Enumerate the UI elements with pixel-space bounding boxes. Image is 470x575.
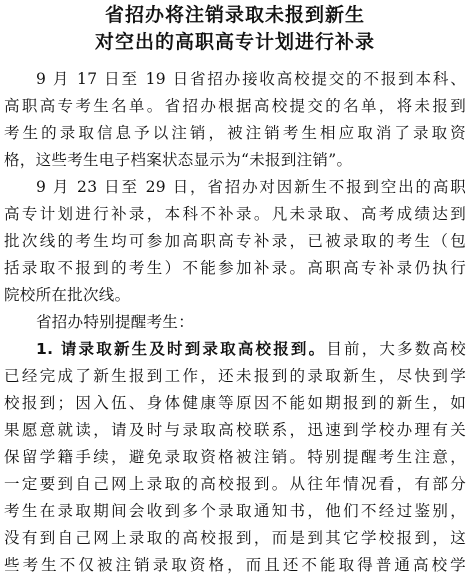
paragraph-4-line: 保留学籍手续，避免录取资格被注销。特别提醒考生注意， (4, 448, 466, 466)
paragraph-4-line: 考生在录取期间会收到多个录取通知书，他们不经过鉴别， (4, 502, 466, 520)
paragraph-4-first-line (36, 339, 466, 359)
item-1-heading: 1. 请录取新生及时到录取高校报到。 (36, 340, 327, 358)
paragraph-4-line: 已经完成了新生报到工作，还未报到的录取新生，尽快到学 (4, 367, 466, 385)
paragraph-1-line: 考生的录取信息予以注销，被注销考生相应取消了录取资 (4, 124, 466, 142)
paragraph-1-line: 高职高专考生名单。省招办根据高校提交的名单，将未报到 (4, 97, 466, 115)
paragraph-2-line: 括录取不报到的考生）不能参加补录。高职高专补录仍执行 (4, 259, 466, 277)
paragraph-1-line: 格，这些考生电子档案状态显示为“未报到注销”。 (4, 151, 353, 169)
document-title-line-1: 省招办将注销录取未报到新生 (104, 4, 365, 26)
reminder-heading: 省招办特别提醒考生： (36, 313, 195, 331)
paragraph-4-line: 些考生不仅被注销录取资格，而且还不能取得普通高校学 (4, 556, 466, 574)
paragraph-4-line: 果愿意就读，请及时与录取高校联系，迅速到学校办理有关 (4, 421, 466, 439)
paragraph-4-line: 一定要到自己网上录取的高校报到。从往年情况看，有部分 (4, 475, 466, 493)
paragraph-4-first-line-rest: 目前，大多数高校 (326, 340, 466, 358)
paragraph-2-line: 9 月 23 日至 29 日，省招办对因新生不报到空出的高职 (36, 178, 466, 196)
paragraph-2-line: 院校所在批次线。 (4, 286, 131, 304)
paragraph-1-line: 9 月 17 日至 19 日省招办接收高校提交的不报到本科、 (36, 70, 466, 88)
paragraph-2-line: 批次线的考生均可参加高职高专补录，已被录取的考生（包 (4, 232, 466, 250)
paragraph-4-line: 没有到自己网上录取的高校报到，而是到其它学校报到，这 (4, 529, 466, 547)
paragraph-4-line: 校报到；因入伍、身体健康等原因不能如期报到的新生，如 (4, 394, 466, 412)
document-title-line-2: 对空出的高职高专计划进行补录 (94, 31, 375, 53)
paragraph-2-line: 高专计划进行补录，本科不补录。凡未录取、高考成绩达到 (4, 205, 466, 223)
